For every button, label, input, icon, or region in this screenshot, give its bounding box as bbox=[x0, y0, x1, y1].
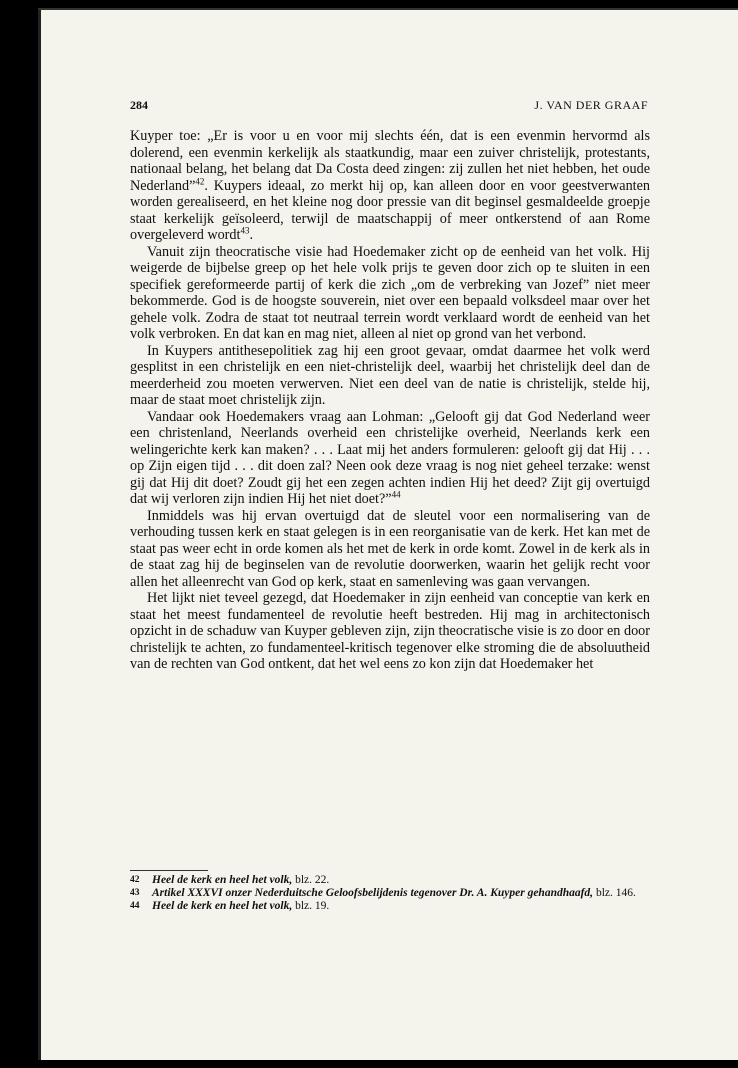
footnote-page: blz. 22. bbox=[292, 874, 330, 886]
footnotes bbox=[130, 874, 650, 913]
footnote-number: 44 bbox=[130, 901, 140, 911]
text-run: Kuyper toe: „Er is voor u en voor mij slechts één, dat is een evenmin hervormd als dolerend, een evenmin kerkelijk als staatkundig, maar een zuiver christelijk, protestants, nationaal belang, het belang dat Da Costa deed zingen: zij zullen het niet hebben, het oude Nederland” bbox=[130, 128, 650, 194]
footnote-number: 43 bbox=[130, 888, 140, 898]
footnote-title: Heel de kerk en heel het volk, bbox=[152, 900, 293, 912]
footnote-page: blz. 19. bbox=[292, 900, 330, 912]
running-head: J. VAN DER GRAAF bbox=[534, 98, 648, 112]
footnote-reference: 44 bbox=[391, 489, 401, 500]
text-run: In Kuypers antithesepolitiek zag hij een groot gevaar, omdat daarmee het volk werd gesplitst in een christelijk en een niet-christelijk deel, waarbij het christelijk deel dan de meerderheid zou moeten verwerven. Niet een deel van de natie is christelijk, stelde hij, maar de staat moet christelijk zijn. bbox=[130, 342, 650, 408]
scan-border-top bbox=[38, 8, 738, 10]
footnote bbox=[130, 874, 650, 887]
text-run: Vanuit zijn theocratische visie had Hoedemaker zicht op de eenheid van het volk. Hij weigerde de bijbelse greep op het hele volk prijs te geven door zich op te sluiten in een specifiek gereformeerde partij of kerk die zich „om de verbreking van Jozef” niet meer bekommerde. God is de hoogste souverein, niet over een bepaald volksdeel maar over het gehele volk. Zodra de staat tot neutraal terrein wordt verklaard wordt de eenheid van het volk verbroken. En dat kan en mag niet, alleen al niet op grond van het verbond. bbox=[130, 243, 650, 342]
paragraph bbox=[130, 409, 650, 508]
footnote-text bbox=[152, 874, 329, 887]
paragraph bbox=[130, 244, 650, 343]
body-text bbox=[130, 128, 650, 673]
footnote-title: Heel de kerk en heel het volk, bbox=[152, 874, 293, 886]
text-run: Vandaar ook Hoedemakers vraag aan Lohman: „Gelooft gij dat God Nederland weer een christenland, Neerlands overheid een christelijke overheid, Neerlands kerk een welingerichte kerk kan maken? . . . Laat mij het anders formuleren: gelooft gij dat Hij . . . op Zijn eigen tijd . . . dit doen zal? Neen ook deze vraag is nog niet geheel terzake: wenst gij dat Hij dit doet? Zoudt gij het een zegen achten indien Hij het deed? Zijt gij overtuigd dat wij verloren zijn indien Hij het niet doet?” bbox=[130, 408, 650, 507]
footnote-title: Artikel XXXVI onzer Nederduitsche Geloofsbelijdenis tegenover Dr. A. Kuyper gehandhaafd, bbox=[152, 887, 594, 899]
scan-border-left bbox=[38, 8, 41, 1060]
footnote bbox=[130, 900, 650, 913]
footnote-text bbox=[152, 900, 329, 913]
paragraph bbox=[130, 590, 650, 673]
text-run: Inmiddels was hij ervan overtuigd dat de sleutel voor een normalisering van de verhouding tussen kerk en staat gelegen is in een reorganisatie van de kerk. Het kan met de staat pas weer echt in orde komen als het met de kerk in orde komt. Zowel in de kerk als in de staat zag hij de beginselen van de revolutie doorwerken, waarin het gelijk recht voor allen het alleenrecht van God op kerk, staat en samenleving was gaan vervangen. bbox=[130, 507, 650, 590]
paragraph bbox=[130, 128, 650, 244]
footnote-text bbox=[152, 887, 636, 900]
footnote-number: 42 bbox=[130, 875, 140, 885]
footnote-page: blz. 146. bbox=[593, 887, 636, 899]
paragraph bbox=[130, 508, 650, 591]
footnote-reference: 43 bbox=[240, 225, 250, 236]
paragraph bbox=[130, 343, 650, 409]
text-run: . bbox=[249, 227, 253, 243]
footnote-reference: 42 bbox=[195, 175, 205, 186]
text-run: Het lijkt niet teveel gezegd, dat Hoedemaker in zijn eenheid van conceptie van kerk en staat het meest fundamenteel de revolutie heeft bestreden. Hij mag in architectonisch opzicht in de schaduw van Kuyper gebleven zijn, zijn theocratische visie is zo door en door christelijk te achten, zo fundamenteel-kritisch tegenover elke stroming die de absoluutheid van de rechten van God ontkent, dat het wel eens zo kon zijn dat Hoedemaker het bbox=[130, 590, 650, 672]
page-number: 284 bbox=[130, 98, 148, 112]
footnote-divider bbox=[130, 870, 208, 871]
text-run: . Kuypers ideaal, zo merkt hij op, kan alleen door en voor geestverwanten worden gerealiseerd, en het kleine nog door pressie van dit beginsel gesmaldeelde groepje staat kerkelijk geïsoleerd, terwijl de maatschappij of meer ontkerstend of aan Rome overgeleverd wordt bbox=[130, 177, 650, 243]
footnote bbox=[130, 887, 650, 900]
document-page bbox=[38, 8, 738, 1060]
